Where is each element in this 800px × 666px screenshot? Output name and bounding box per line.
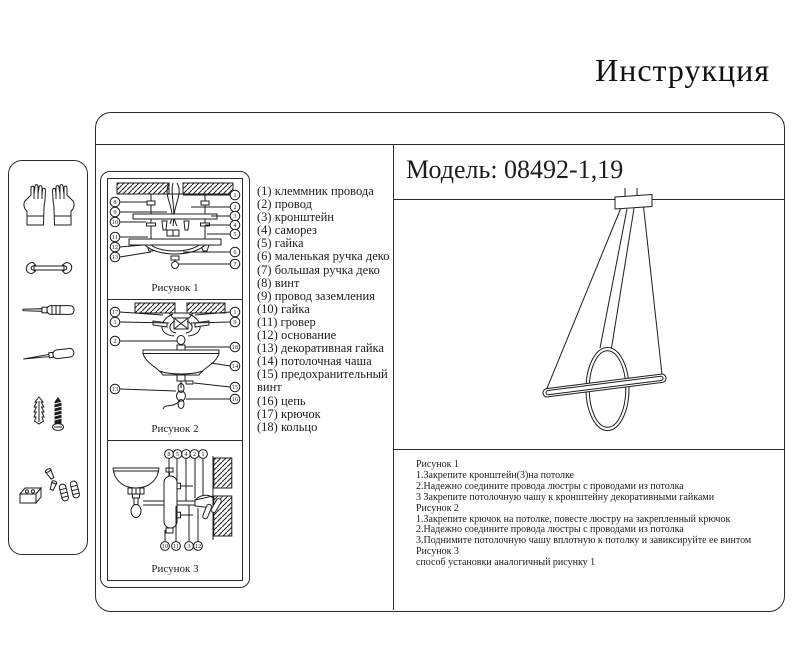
figure-2-caption: Рисунок 2: [151, 423, 199, 435]
svg-text:1: 1: [233, 309, 237, 317]
assembly-instructions: [394, 450, 784, 610]
svg-text:8: 8: [167, 451, 171, 459]
awl-icon: [9, 345, 89, 365]
part-item: (6) маленькая ручка деко: [257, 249, 390, 264]
part-item: (9) провод заземления: [257, 288, 375, 303]
svg-text:10: 10: [161, 543, 169, 551]
part-item: (18) кольцо: [257, 419, 318, 434]
part-item: (4) саморез: [257, 223, 317, 238]
svg-text:9: 9: [233, 319, 237, 327]
svg-text:3: 3: [187, 543, 191, 551]
svg-text:10: 10: [111, 219, 119, 227]
figure-2-drawing: [107, 301, 243, 413]
model-panel: [393, 145, 784, 610]
suspension-wires: [547, 207, 663, 390]
lamp-drawing-area: [394, 200, 784, 450]
figures-and-parts: [96, 145, 393, 610]
svg-text:15: 15: [231, 384, 239, 392]
figure-3: [108, 440, 242, 580]
part-item: (5) гайка: [257, 236, 304, 251]
part-item: (11) гровер: [257, 314, 316, 329]
parts-list: [257, 185, 392, 434]
svg-text:8: 8: [113, 199, 117, 207]
svg-text:12: 12: [194, 543, 202, 551]
part-item: (12) основание: [257, 328, 337, 343]
svg-text:2: 2: [113, 338, 117, 346]
figure-1-drawing: [107, 180, 243, 276]
screwdriver-icon: [9, 303, 89, 317]
svg-text:2: 2: [192, 451, 197, 459]
svg-text:9: 9: [113, 209, 117, 217]
svg-text:7: 7: [233, 261, 237, 269]
part-item: (8) винт: [257, 275, 300, 290]
figure-2: [108, 299, 242, 440]
gloves-icon: [9, 183, 89, 227]
svg-text:1: 1: [233, 192, 237, 200]
svg-text:4: 4: [184, 451, 188, 459]
page-title: Инструкция: [595, 52, 770, 88]
svg-text:16: 16: [231, 396, 239, 404]
instruction-line: Рисунок 3: [416, 546, 459, 558]
model-label: Модель: 08492-1,19: [406, 155, 624, 184]
instruction-line: Рисунок 1: [416, 459, 459, 470]
dowel-screw-icon: [9, 395, 89, 433]
figure-1-caption: Рисунок 1: [151, 282, 199, 294]
figures-box: [100, 171, 250, 588]
svg-text:5: 5: [233, 231, 237, 239]
instruction-line: 1.Закрепите крючок на потолке, повесте люстру на закрепленный крючок: [416, 513, 731, 525]
instruction-line: 1.Закрепите кронштейн(3)на потолке: [416, 469, 574, 481]
svg-text:18: 18: [231, 344, 239, 352]
svg-text:1: 1: [113, 319, 117, 327]
svg-text:6: 6: [233, 249, 237, 257]
figure-3-drawing: [107, 442, 243, 554]
wrench-icon: [9, 260, 89, 276]
part-item: (10) гайка: [257, 301, 310, 316]
figure-3-caption: Рисунок 3: [151, 563, 199, 575]
svg-text:14: 14: [231, 363, 239, 371]
tools-sidebar: [8, 160, 88, 555]
part-item: (3) кронштейн: [257, 210, 334, 225]
svg-text:5: 5: [175, 451, 180, 459]
svg-text:13: 13: [111, 386, 119, 394]
part-item: (15) предохранительный винт: [257, 367, 388, 395]
svg-text:2: 2: [233, 204, 237, 212]
instruction-line: 2.Надежно соедините провода люстры с проводами из потолка: [416, 524, 684, 536]
part-item: (16) цепь: [257, 393, 306, 408]
part-item: (1) клеммник провода: [257, 184, 374, 198]
svg-text:11: 11: [111, 234, 119, 242]
part-item: (13) декоративная гайка: [257, 341, 384, 356]
instruction-line: Рисунок 2: [416, 502, 459, 514]
instruction-line: 3.Поднимите потолочную чашу вплотную к потолку и завиксируйте ее винтом: [416, 535, 752, 547]
hardware-parts-icon: [9, 467, 89, 507]
instruction-line: способ установки аналогичный рисунку 1: [416, 557, 596, 569]
svg-text:11: 11: [172, 543, 180, 551]
part-item: (14) потолочная чаша: [257, 354, 372, 369]
main-panel-header-strip: [96, 113, 784, 145]
svg-text:12: 12: [111, 244, 119, 252]
part-item: (2) провод: [257, 197, 312, 212]
part-item: (17) крючок: [257, 406, 321, 421]
svg-text:1: 1: [201, 451, 205, 459]
figure-1: [108, 179, 242, 299]
instruction-line: 3 Закрепите потолочную чашу к кронштейну декоративными гайками: [416, 491, 715, 503]
svg-text:13: 13: [111, 254, 119, 262]
part-item: (7) большая ручка деко: [257, 262, 380, 277]
instruction-line: 2.Надежно соедините провода люстры с проводами из потолка: [416, 480, 684, 492]
pendant-lamp-drawing: [394, 188, 785, 450]
horizontal-ring-bar: [542, 374, 666, 398]
svg-text:17: 17: [111, 309, 119, 317]
main-panel: [95, 112, 785, 612]
svg-text:3: 3: [233, 213, 237, 221]
svg-text:4: 4: [233, 222, 237, 230]
